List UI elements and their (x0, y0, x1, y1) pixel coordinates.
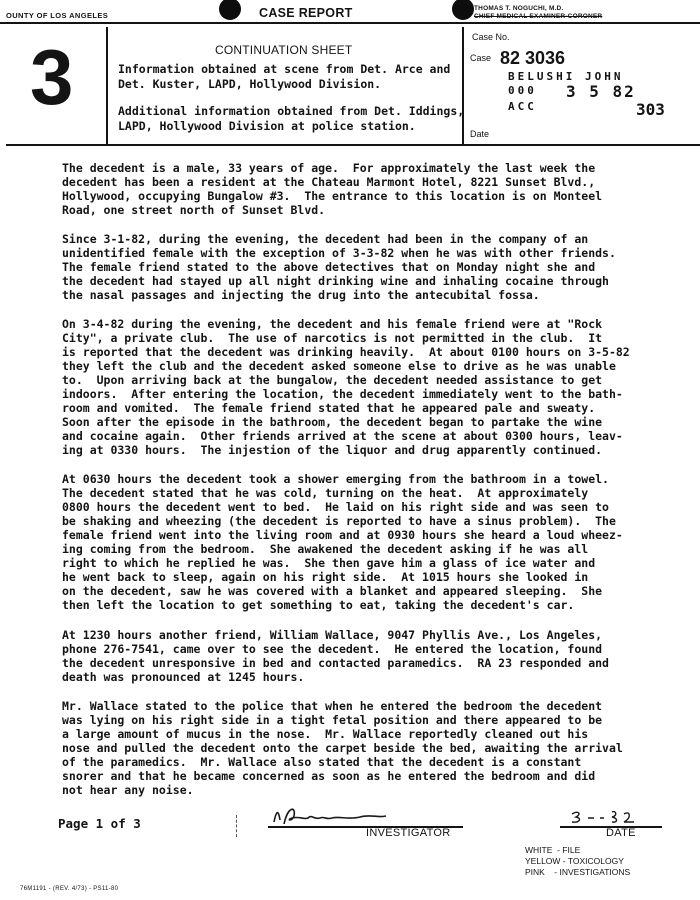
punch-hole-left (219, 0, 241, 20)
examiner-name: THOMAS T. NOGUCHI, M.D. (474, 5, 564, 12)
sheet-number: 3 (30, 33, 74, 121)
form-code: 76M1191 - (REV. 4/73) - PS11-80 (20, 886, 119, 892)
footer-date-label: DATE (606, 827, 636, 839)
divider-mark (236, 815, 237, 837)
page-indicator: Page 1 of 3 (58, 816, 141, 831)
acc-label: ACC (508, 100, 537, 113)
case-number: 82 3036 (500, 48, 566, 68)
punch-hole-right (452, 0, 474, 20)
investigator-signature (270, 802, 390, 828)
date-label: Date (470, 129, 490, 139)
narrative-paragraph-6: Mr. Wallace stated to the police that when he entered the bedroom the decedent was lying on his right side in a tight fetal position and there appeared to be a large amount of mucus in the nose. Mr. Wallace reportedly cleaned out his nose and pulled the decedent onto the carpet beside the bed, awaiting the arrival of the paramedics. Mr. Wallace also stated that the decedent is a constant snorer and that he became concerned as soon as he entered the bedroom and did not hear any noise. (62, 699, 623, 797)
header-box-bottom-rule (6, 144, 700, 146)
header-rule (0, 22, 700, 24)
case-date: 3 5 82 (566, 82, 636, 101)
info-station: Additional information obtained from Det. Iddings, LAPD, Hollywood Division at police station. (118, 104, 465, 133)
narrative-paragraph-3: On 3-4-82 during the evening, the decedent and his female friend were at "Rock City", a private club. The use of narcotics is not permitted in the club. It is reported that the decedent was drinking heavily. At about 0100 hours on 3-5-82 they left the club and the decedent asked someone else to drive as he was unable to. Upon arriving back at the bungalow, the decedent needed assistance to get indoors. After entering the location, the decedent immediately went to the bath- room and vomited. The female friend stated that he appeared pale and sweaty. Soon after the episode in the bathroom, the decedent began to partake the wine and cocaine again. Other friends arrived at the scene at about 0300 hours, leav- ing at 0330 hours. The injestion of the liquor and drug apparently continued. (62, 317, 630, 457)
narrative-paragraph-2: Since 3-1-82, during the evening, the decedent had been in the company of an unidentified female with the exception of 3-3-82 when he was with other friends. The female friend stated to the above detectives that on Monday night she and the decedent had stayed up all night drinking wine and inhaling cocaine through the nasal passages and injecting the drug into the antecubital fossa. (62, 232, 616, 302)
narrative-paragraph-5: At 1230 hours another friend, William Wallace, 9047 Phyllis Ave., Los Angeles, phone 276-7541, came over to see the decedent. He entered the location, found the decedent unresponsive in bed and contacted paramedics. RA 23 responded and death was pronounced at 1245 hours. (62, 628, 609, 684)
signed-date-handwritten (570, 808, 650, 826)
narrative-paragraph-4: At 0630 hours the decedent took a shower emerging from the bathroom in a towel. The decedent stated that he was cold, turning on the heat. At approximately 0800 hours the decedent went to bed. He laid on his right side and was seen to be shaking and wheezing (the decedent is reported to have a sinus problem). The female friend went into the living room and at 0930 hours she heard a loud wheez- ing coming from the bedroom. She awakened the decedent asking if he was all right to which he replied he was. She then gave him a glass of ice water and he went back to sleep, again on his right side. At 1015 hours she looked in on the decedent, saw he was covered with a blanket and appeared sleeping. She then left the location to get something to eat, taking the decedent's car. (62, 472, 623, 612)
county-label: OUNTY OF LOS ANGELES (6, 11, 109, 20)
copy-distribution: WHITE - FILE YELLOW - TOXICOLOGY PINK - INVESTIGATIONS (525, 845, 631, 877)
examiner-block (474, 5, 602, 21)
case-label: Case (470, 53, 492, 63)
document-title: CASE REPORT (259, 6, 353, 20)
investigator-label: INVESTIGATOR (366, 827, 451, 839)
narrative-paragraph-1: The decedent is a male, 33 years of age. For approximately the last week the decedent has been a resident at the Chateau Marmont Hotel, 8221 Sunset Blvd., Hollywood, occupying Bungalow #3. The entrance to this location is on Monteel Road, one street north of Sunset Blvd. (62, 161, 603, 217)
acc-value: 303 (636, 100, 665, 119)
case-no-label: Case No. (472, 32, 510, 42)
examiner-title: CHIEF MEDICAL EXAMINER-CORONER (474, 13, 603, 20)
info-scene: Information obtained at scene from Det. Arce and Det. Kuster, LAPD, Hollywood Division. (118, 62, 451, 91)
continuation-title: CONTINUATION SHEET (215, 43, 353, 57)
decedent-name: BELUSHI JOHN (508, 70, 624, 83)
case-code: 000 (508, 84, 537, 97)
